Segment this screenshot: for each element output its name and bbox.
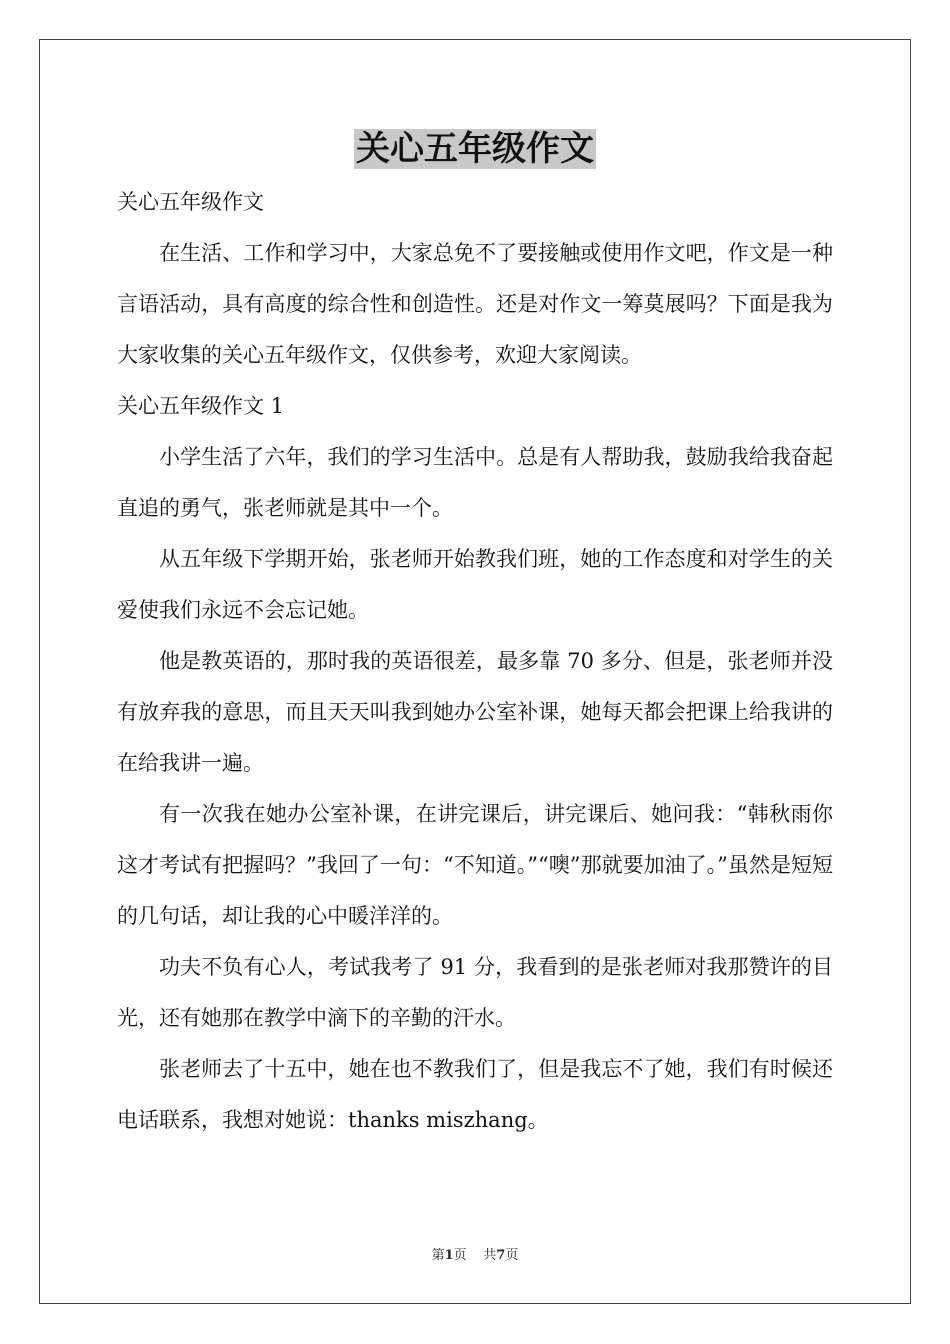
total-prefix: 共: [483, 1248, 497, 1263]
total-page-count: 7: [496, 1248, 506, 1263]
document-body: [117, 177, 833, 1146]
body-paragraph: 张老师去了十五中，她在也不教我们了，但是我忘不了她，我们有时候还电话联系，我想对她说：thanks miszhang。: [117, 1057, 833, 1132]
page-suffix: 页: [453, 1248, 467, 1263]
document-subtitle: 关心五年级作文: [117, 190, 264, 214]
body-paragraph: 功夫不负有心人，考试我考了 91 分，我看到的是张老师对我那赞许的目光，还有她那在教学中滴下的辛勤的汗水。: [117, 955, 833, 1030]
total-suffix: 页: [505, 1248, 519, 1263]
body-paragraph: 有一次我在她办公室补课，在讲完课后，讲完课后、她问我：“韩秋雨你这才考试有把握吗？”我回了一句：“不知道。”“噢”那就要加油了。”虽然是短短的几句话，却让我的心中暖洋洋的。: [117, 802, 833, 928]
current-page-number: 1: [444, 1248, 454, 1263]
section-heading: 关心五年级作文 1: [117, 394, 285, 418]
intro-paragraph: 在生活、工作和学习中，大家总免不了要接触或使用作文吧，作文是一种言语活动，具有高度的综合性和创造性。还是对作文一筹莫展吗？下面是我为大家收集的关心五年级作文，仅供参考，欢迎大家阅读。: [117, 241, 833, 367]
body-paragraph: 从五年级下学期开始，张老师开始教我们班，她的工作态度和对学生的关爱使我们永远不会忘记她。: [117, 547, 833, 622]
document-title-text: 关心五年级作文: [356, 129, 594, 169]
body-paragraph: 他是教英语的，那时我的英语很差，最多靠 70 多分、但是，张老师并没有放弃我的意思，而且天天叫我到她办公室补课，她每天都会把课上给我讲的在给我讲一遍。: [117, 649, 833, 775]
body-paragraph: 小学生活了六年，我们的学习生活中。总是有人帮助我，鼓励我给我奋起直追的勇气，张老师就是其中一个。: [117, 445, 833, 520]
document-title: [0, 126, 950, 172]
page-footer: [0, 1246, 950, 1266]
page-prefix: 第: [431, 1248, 445, 1263]
